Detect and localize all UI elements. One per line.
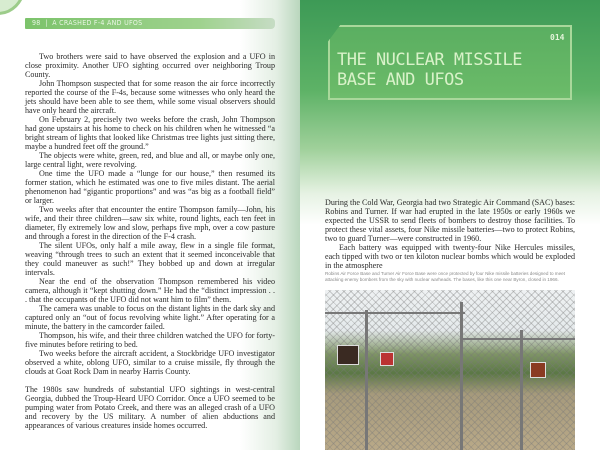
paragraph: On February 2, precisely two weeks before the crash, John Thompson had gone upstairs at his home to check on his children when he witnessed “a bright stream of lights that looked like Christmas tree lights just sitting there, maybe a hundred feet off the ground.”	[25, 115, 275, 151]
paragraph: The silent UFOs, only half a mile away, flew in a single file format, weaving “through trees to such an extent that it seemed inconceivable that they could maneuver as such!” They bobbed up and down at irregular intervals.	[25, 241, 275, 277]
chapter-number: 014	[550, 33, 565, 42]
paragraph: One time the UFO made a “lunge for our house,” then resumed its former station, which he estimated was one to five miles distant. The aerial phenomenon had “gigantic proportions” and was “as big as a football field” or larger.	[25, 169, 275, 205]
paragraph: John Thompson suspected that for some reason the air force incorrectly reported the course of the F-4s, because some witnesses who only heard the jets should have been able to see them, while some visual observers should have only heard the aircraft.	[25, 79, 275, 115]
decorative-ring	[0, 0, 25, 15]
paragraph: Two weeks after that encounter the entire Thompson family—John, his wife, and their three children—saw six white, round lights, each ten feet in diameter, fly extremely low and slow, perhaps five mph, over a cow pasture and through a forest in the direction of the F-4 crash.	[25, 205, 275, 241]
paragraph: Two brothers were said to have observed the explosion and a UFO in close proximity. Another UFO sighting occurred over neighboring Troup County.	[25, 52, 275, 79]
paragraph: Near the end of the observation Thompson remembered his video camera, although it “kept shutting down.” He had the “distinct impression . . . that the occupants of the UFO did not want him to film” them.	[25, 277, 275, 304]
chapter-title	[337, 50, 522, 90]
paragraph: The camera was unable to focus on the distant lights in the dark sky and captured only an “out of focus revolving white light.” After operating for a minute, the battery in the camcorder failed.	[25, 304, 275, 331]
paragraph: During the Cold War, Georgia had two Strategic Air Command (SAC) bases: Robins and Turner. If war had erupted in the late 1950s or early 1960s we expected the USSR to send fleets of bombers to destroy those facilities. To protect these vital assets, four Nike missile batteries—two to protect Robins, two to guard Turner—were constructed in 1960.	[325, 198, 575, 243]
running-head: 98 | A CRASHED F-4 AND UFOS	[25, 18, 275, 29]
fence-photo	[325, 290, 575, 450]
paragraph: Each battery was equipped with twenty-four Nike Hercules missiles, each tipped with two or ten kiloton nuclear bombs which would be exploded in the atmosphere	[325, 243, 575, 270]
closing-paragraph: The 1980s saw hundreds of substantial UFO sightings in west-central Georgia, dubbed the Troup-Heard UFO Corridor. Once a UFO seemed to be pumping water from Potato Creek, and there was an alleged crash of a UFO and recovery by the US military. A number of alien abductions and appearances of various creatures inside homes occurred.	[25, 385, 275, 430]
right-body-text	[325, 198, 575, 270]
left-body-text	[25, 52, 275, 430]
chapter-title-line: BASE AND UFOS	[337, 70, 464, 90]
photo-caption: Robins Air Force Base and Turner Air Force Base were once protected by four Nike missile batteries designed to meet attacking enemy bombers from the sky with nuclear warheads. The bases, like this one near Byron, closed in 1966.	[325, 271, 566, 282]
paragraph: Two weeks before the aircraft accident, a Stockbridge UFO investigator observed a white, oblong UFO, similar to a cruise missile, fly through the clouds at Goat Rock Dam in nearby Harris County.	[25, 349, 275, 376]
paragraph: The objects were white, green, red, and blue and all, or maybe only one, large central light, were revolving.	[25, 151, 275, 169]
page-number: 98	[32, 19, 41, 27]
running-head-title: A CRASHED F-4 AND UFOS	[52, 19, 143, 27]
chapter-title-line: THE NUCLEAR MISSILE	[337, 50, 522, 70]
paragraph: Thompson, his wife, and their three children watched the UFO for forty-five minutes before retiring to bed.	[25, 331, 275, 349]
